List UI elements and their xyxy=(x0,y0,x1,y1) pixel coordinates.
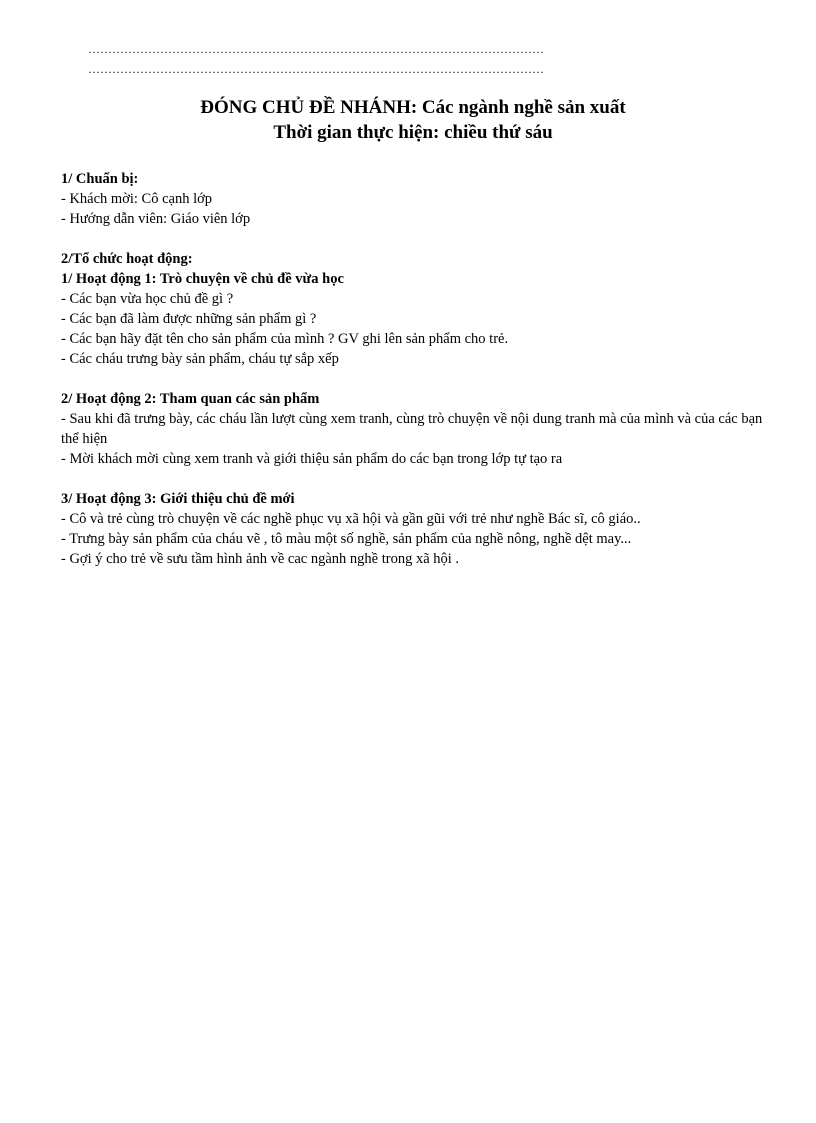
list-item: - Hướng dẫn viên: Giáo viên lớp xyxy=(61,211,251,227)
list-item: - Các bạn đã làm được những sản phẩm gì ? xyxy=(61,311,317,327)
section-activity-3 xyxy=(61,489,781,569)
list-item: - Sau khi đã trưng bày, các cháu lần lượt cùng xem tranh, cùng trò chuyện về nội dung tranh mà của mình và của các bạn thể hiện xyxy=(61,411,763,447)
list-item: - Khách mời: Cô cạnh lớp xyxy=(61,191,213,207)
activity-heading: 2/ Hoạt động 2: Tham quan các sản phẩm xyxy=(61,391,320,407)
list-item: - Các cháu trưng bày sản phẩm, cháu tự sắp xếp xyxy=(61,351,339,367)
list-item: - Cô và trẻ cùng trò chuyện về các nghề phục vụ xã hội và gần gũi với trẻ như nghề Bác sĩ, cô giáo.. xyxy=(61,511,641,527)
list-item: - Mời khách mời cùng xem tranh và giới thiệu sản phẩm do các bạn trong lớp tự tạo ra xyxy=(61,451,563,467)
list-item: - Các bạn hãy đặt tên cho sản phẩm của mình ? GV ghi lên sản phẩm cho trẻ. xyxy=(61,331,509,347)
activity-heading: 1/ Hoạt động 1: Trò chuyện về chủ đề vừa học xyxy=(61,271,344,287)
section-organization xyxy=(61,249,781,369)
section-heading: 2/Tổ chức hoạt động: xyxy=(61,251,193,267)
section-heading: 1/ Chuẩn bị: xyxy=(61,171,139,187)
list-item: - Gợi ý cho trẻ về sưu tầm hình ảnh về cac ngành nghề trong xã hội . xyxy=(61,551,460,567)
list-item: - Trưng bày sản phẩm của cháu vẽ , tô màu một số nghề, sản phẩm của nghề nông, nghề dệt may... xyxy=(61,531,632,547)
list-item: - Các bạn vừa học chủ đề gì ? xyxy=(61,291,234,307)
dotted-fill-line-2: …………………………………………………………………………………………………… xyxy=(88,62,544,76)
activity-heading: 3/ Hoạt động 3: Giới thiệu chủ đề mới xyxy=(61,491,295,507)
document-subtitle: Thời gian thực hiện: chiều thứ sáu xyxy=(273,122,553,143)
document-body xyxy=(61,169,781,589)
document-title: ĐÓNG CHỦ ĐỀ NHÁNH: Các ngành nghề sản xuất xyxy=(200,97,626,118)
dotted-fill-line-1: …………………………………………………………………………………………………… xyxy=(88,42,544,56)
section-preparation xyxy=(61,169,781,229)
section-activity-2 xyxy=(61,389,781,469)
